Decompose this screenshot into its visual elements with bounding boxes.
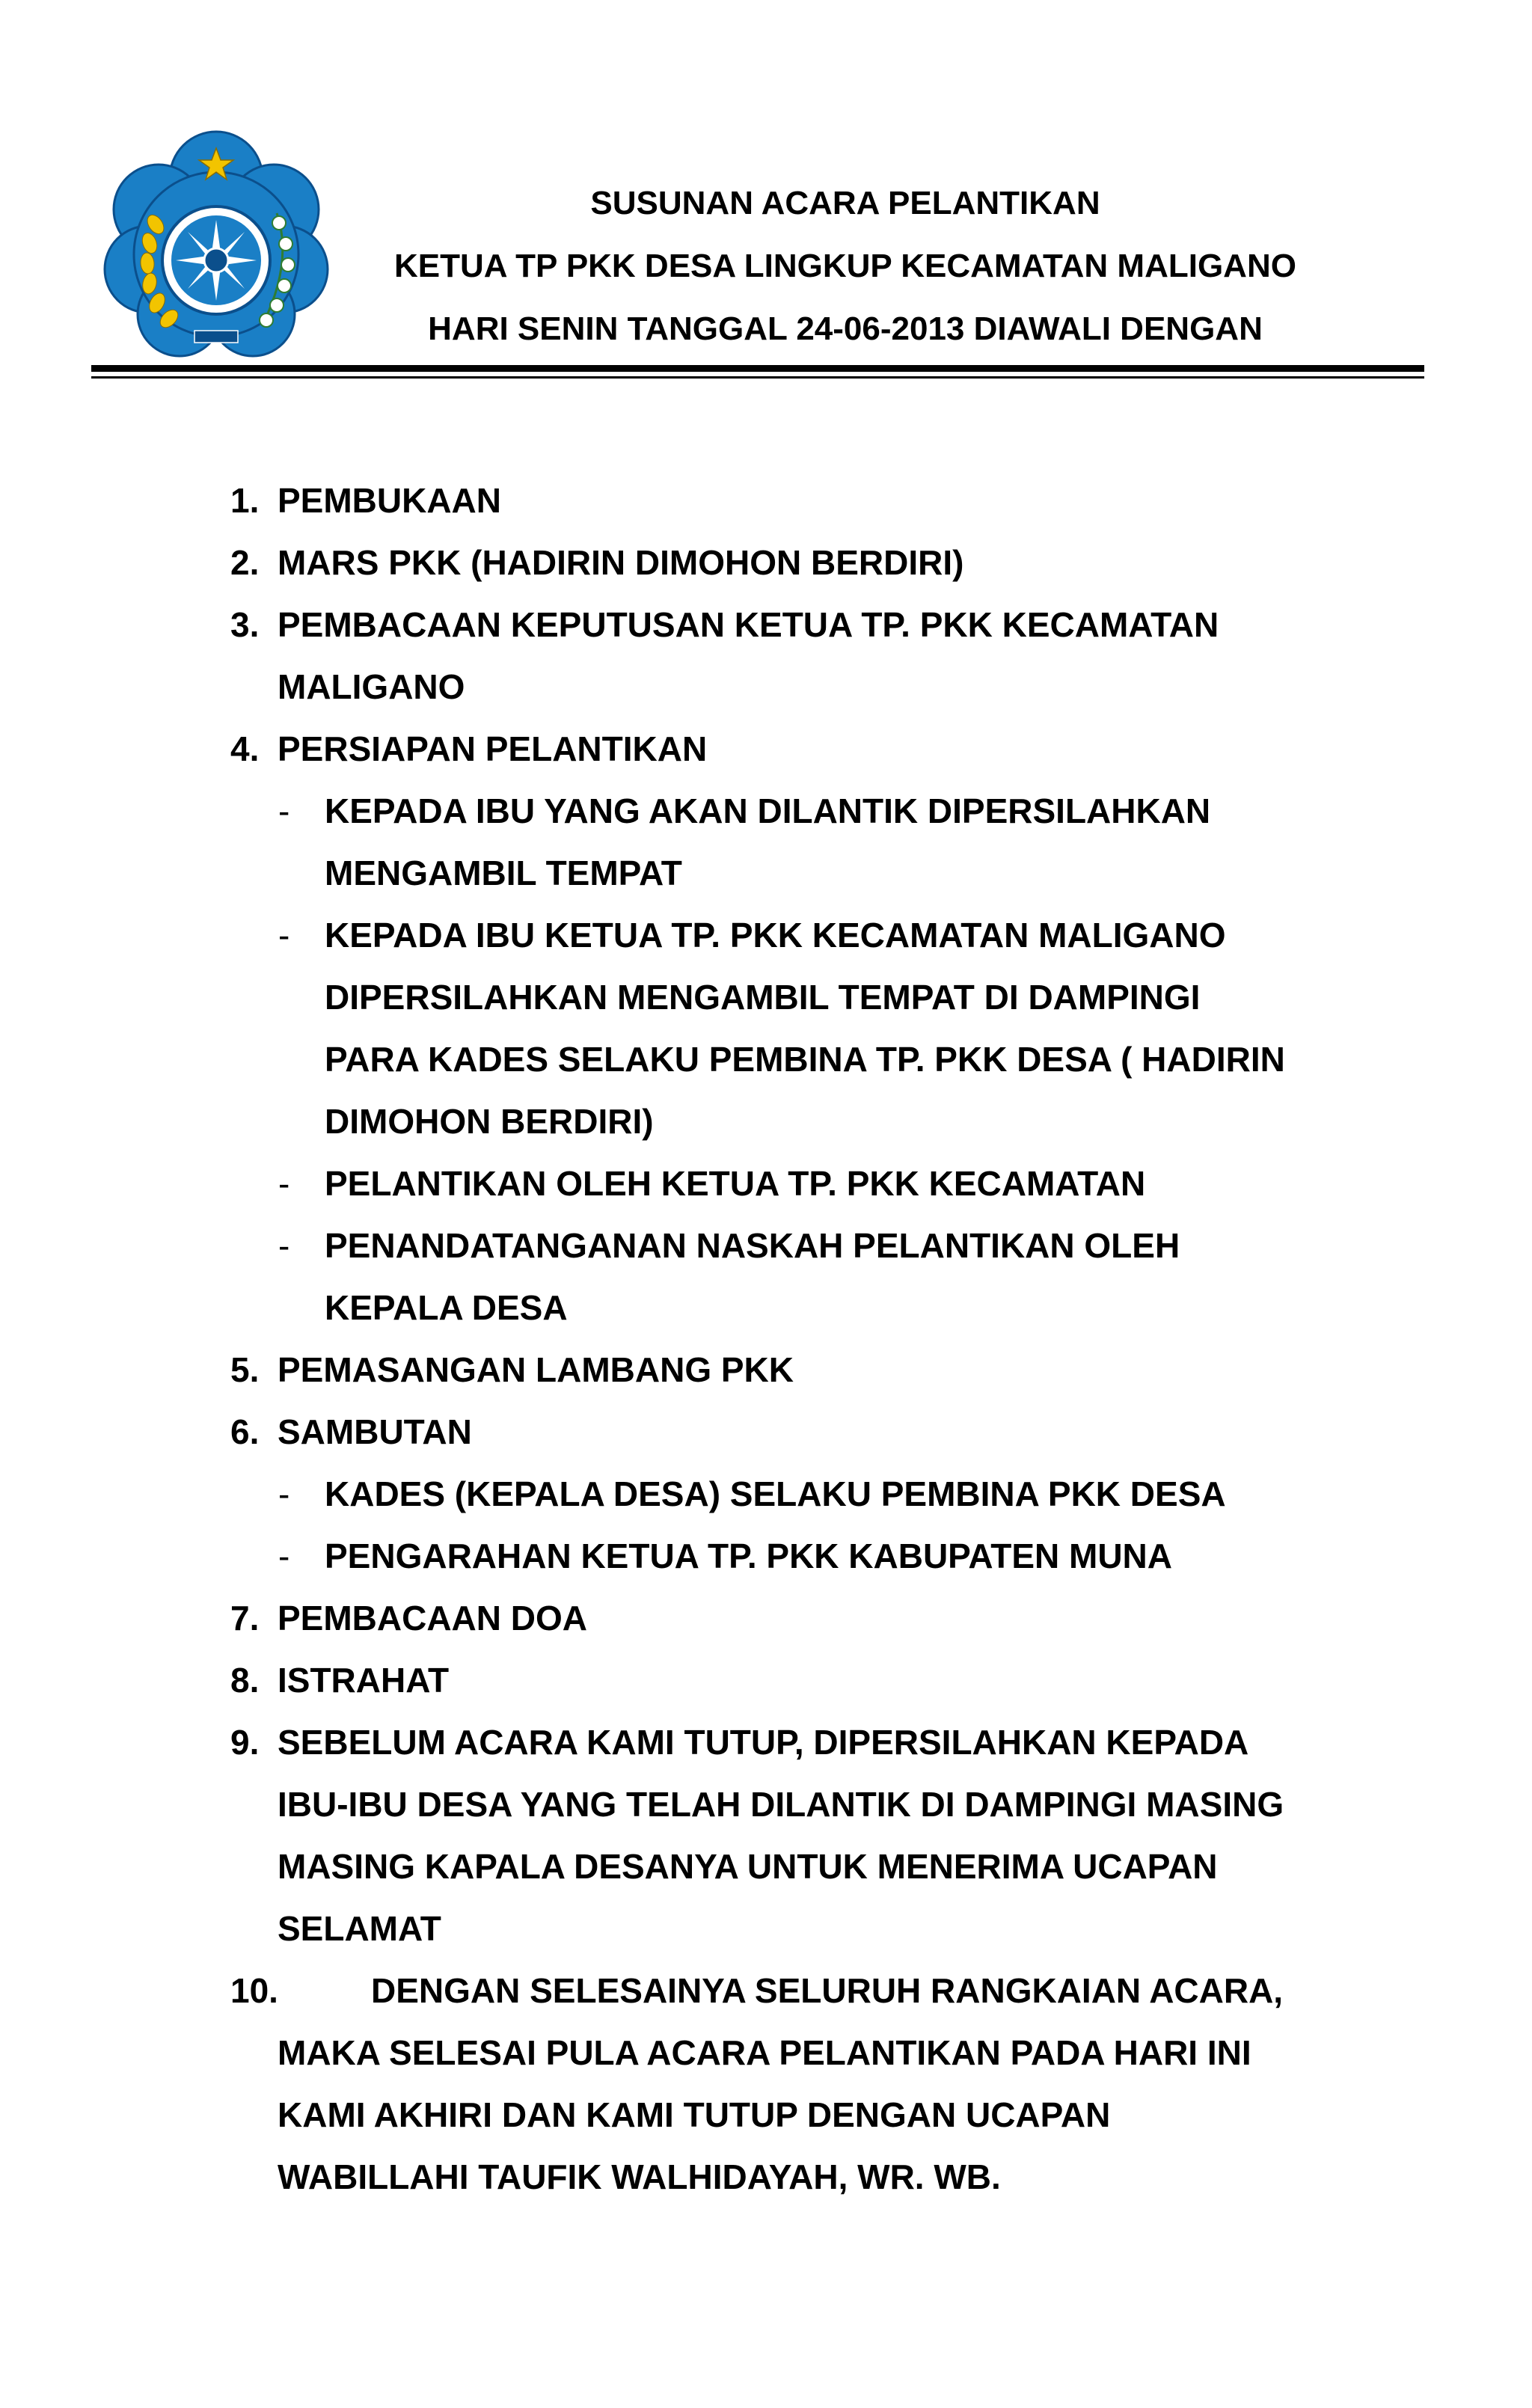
subitem-text: KEPADA IBU KETUA TP. PKK KECAMATAN MALIGANO xyxy=(325,916,1226,955)
agenda-item xyxy=(0,1649,1532,1712)
subitem-dash: - xyxy=(278,1164,290,1203)
agenda-item-text: SAMBUTAN xyxy=(278,1412,472,1451)
agenda-item xyxy=(0,594,1532,718)
subitem-dash: - xyxy=(278,791,290,830)
agenda-item-text: MARS PKK (HADIRIN DIMOHON BERDIRI) xyxy=(278,543,964,582)
subitem-text: PENANDATANGANAN NASKAH PELANTIKAN OLEH xyxy=(325,1226,1180,1265)
header-date-line: HARI SENIN TANGGAL 24-06-2013 DIAWALI DENGAN xyxy=(428,310,1263,347)
agenda-item-number: 2. xyxy=(230,543,260,582)
agenda-item-text: IBU-IBU DESA YANG TELAH DILANTIK DI DAMPINGI MASING xyxy=(278,1785,1284,1824)
agenda-item xyxy=(0,1339,1532,1401)
agenda-item xyxy=(0,470,1532,532)
subitem-text: PENGARAHAN KETUA TP. PKK KABUPATEN MUNA xyxy=(325,1537,1172,1575)
header-divider-thin xyxy=(91,376,1424,379)
agenda-item-number: 1. xyxy=(230,481,260,520)
agenda-item xyxy=(0,532,1532,594)
agenda-item-number: 4. xyxy=(230,729,260,768)
agenda-item-number: 6. xyxy=(230,1412,260,1451)
agenda-item xyxy=(0,1712,1532,1960)
agenda-item-number: 10. xyxy=(230,1971,278,2010)
subitem-text: KEPALA DESA xyxy=(325,1288,568,1327)
agenda-item-number: 9. xyxy=(230,1723,260,1762)
agenda-item xyxy=(0,1960,1532,2208)
subitem-dash: - xyxy=(278,1226,290,1265)
agenda-item-text: SELAMAT xyxy=(278,1909,441,1948)
agenda-item xyxy=(0,1587,1532,1649)
subitem-text: MENGAMBIL TEMPAT xyxy=(325,854,682,892)
agenda-item-text: WABILLAHI TAUFIK WALHIDAYAH, WR. WB. xyxy=(278,2157,1001,2196)
agenda-item-number: 8. xyxy=(230,1661,260,1700)
subitem-dash: - xyxy=(278,916,290,955)
agenda-item-text: PEMASANGAN LAMBANG PKK xyxy=(278,1350,794,1389)
subitem-dash: - xyxy=(278,1474,290,1513)
agenda-item-text: MAKA SELESAI PULA ACARA PELANTIKAN PADA HARI INI xyxy=(278,2033,1251,2072)
header-divider-thick xyxy=(91,365,1424,372)
agenda-item-number: 7. xyxy=(230,1599,260,1637)
agenda-item-text: PEMBACAAN DOA xyxy=(278,1599,587,1637)
agenda-item-text: MASING KAPALA DESANYA UNTUK MENERIMA UCAPAN xyxy=(278,1847,1218,1886)
agenda-list xyxy=(0,470,1532,2208)
agenda-item-text: ISTRAHAT xyxy=(278,1661,450,1700)
agenda-item-text: PEMBUKAAN xyxy=(278,481,501,520)
subitem-dash: - xyxy=(278,1537,290,1575)
subitem-text: DIMOHON BERDIRI) xyxy=(325,1102,654,1141)
subitem-text: DIPERSILAHKAN MENGAMBIL TEMPAT DI DAMPINGI xyxy=(325,978,1201,1017)
agenda-item xyxy=(0,718,1532,1339)
subitem-text: PELANTIKAN OLEH KETUA TP. PKK KECAMATAN xyxy=(325,1164,1146,1203)
document-header xyxy=(329,172,1361,361)
agenda-item-number: 3. xyxy=(230,605,260,644)
agenda-item-text: PERSIAPAN PELANTIKAN xyxy=(278,729,708,768)
agenda-item xyxy=(0,1401,1532,1587)
agenda-item-text: KAMI AKHIRI DAN KAMI TUTUP DENGAN UCAPAN xyxy=(278,2095,1111,2134)
agenda-item-number: 5. xyxy=(230,1350,260,1389)
pkk-emblem-icon xyxy=(97,127,335,365)
subitem-text: KADES (KEPALA DESA) SELAKU PEMBINA PKK DESA xyxy=(325,1474,1226,1513)
agenda-item-text: SEBELUM ACARA KAMI TUTUP, DIPERSILAHKAN KEPADA xyxy=(278,1723,1249,1762)
agenda-item-text: MALIGANO xyxy=(278,667,465,706)
agenda-item-text: PEMBACAAN KEPUTUSAN KETUA TP. PKK KECAMATAN xyxy=(278,605,1219,644)
subitem-text: PARA KADES SELAKU PEMBINA TP. PKK DESA ( HADIRIN xyxy=(325,1040,1285,1079)
agenda-item-text: DENGAN SELESAINYA SELURUH RANGKAIAN ACARA, xyxy=(371,1971,1284,2010)
header-subtitle: KETUA TP PKK DESA LINGKUP KECAMATAN MALIGANO xyxy=(394,248,1296,284)
subitem-text: KEPADA IBU YANG AKAN DILANTIK DIPERSILAHKAN xyxy=(325,791,1211,830)
header-title: SUSUNAN ACARA PELANTIKAN xyxy=(590,185,1100,221)
